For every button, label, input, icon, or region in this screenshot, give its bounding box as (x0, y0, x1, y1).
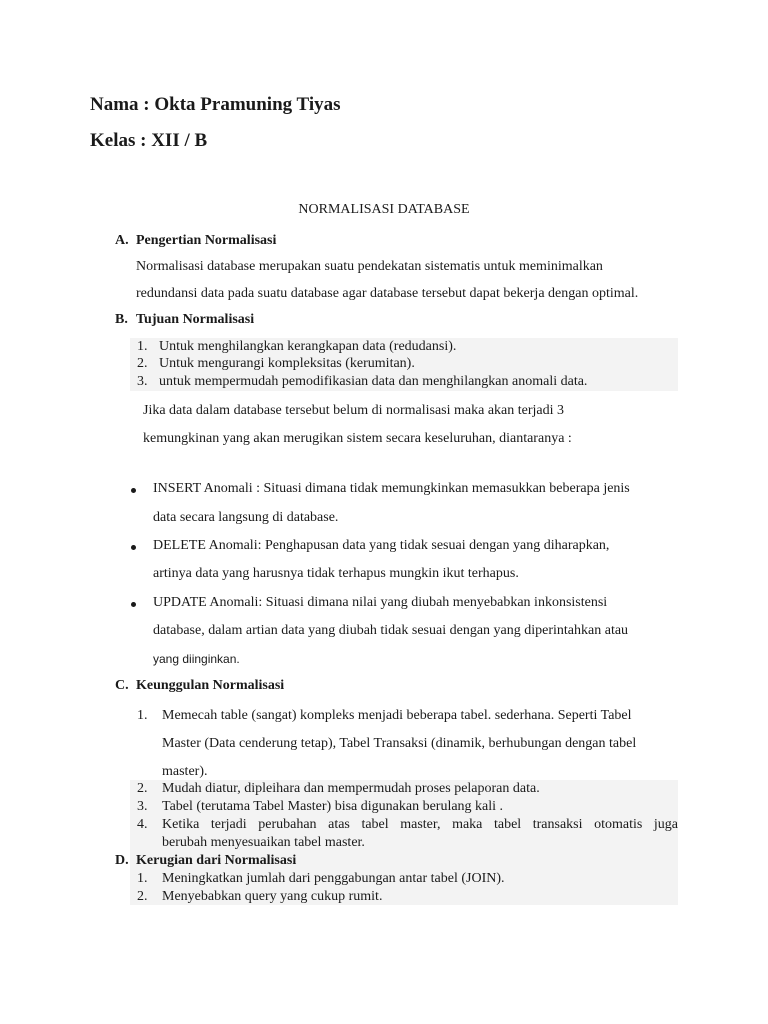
list-item: Tabel (terutama Tabel Master) bisa digunakan berulang kali . (162, 799, 504, 814)
student-name: Nama : Okta Pramuning Tiyas (90, 94, 341, 115)
bullet-insert-line-1: INSERT Anomali : Situasi dimana tidak memungkinkan memasukkan beberapa jenis (153, 481, 630, 496)
intro-line-1: Jika data dalam database tersebut belum di normalisasi maka akan terjadi 3 (143, 403, 565, 418)
list-number: 3. (137, 374, 148, 389)
bullet-icon (131, 545, 136, 550)
student-class: Kelas : XII / B (90, 130, 208, 151)
bullet-update-line-2: database, dalam artian data yang diubah tidak sesuai dengan yang diperintahkan atau (153, 623, 629, 638)
section-d-marker: D. (115, 853, 129, 868)
list-item: Menyebabkan query yang cukup rumit. (162, 889, 383, 904)
list-item: untuk mempermudah pemodifikasian data dan menghilangkan anomali data. (159, 374, 588, 389)
section-a-line-2: redundansi data pada suatu database agar database tersebut dapat bekerja dengan optimal. (136, 286, 639, 301)
section-b-marker: B. (115, 312, 128, 327)
list-item-line: Master (Data cenderung tetap), Tabel Transaksi (dinamik, berhubungan dengan tabel (162, 736, 637, 751)
bullet-delete-line-2: artinya data yang harusnya tidak terhapus mungkin ikut terhapus. (153, 566, 519, 581)
list-number: 2. (137, 889, 148, 904)
list-item: Mudah diatur, dipleihara dan mempermudah proses pelaporan data. (162, 781, 540, 796)
section-c-heading: Keunggulan Normalisasi (136, 678, 285, 693)
bullet-insert-line-2: data secara langsung di database. (153, 510, 339, 525)
list-item: Untuk menghilangkan kerangkapan data (redudansi). (159, 339, 457, 354)
bullet-delete-line-1: DELETE Anomali: Penghapusan data yang tidak sesuai dengan yang diharapkan, (153, 538, 610, 553)
list-item-line: berubah menyesuaikan tabel master. (162, 835, 365, 850)
list-item-line: Ketika terjadi perubahan atas tabel master, maka tabel transaksi otomatis juga (162, 817, 678, 832)
list-number: 2. (137, 356, 148, 371)
list-item-line: master). (162, 764, 208, 779)
section-c-marker: C. (115, 678, 129, 693)
list-number: 2. (137, 781, 148, 796)
section-d-heading: Kerugian dari Normalisasi (136, 853, 297, 868)
list-number: 3. (137, 799, 148, 814)
bullet-icon (131, 488, 136, 493)
intro-line-2: kemungkinan yang akan merugikan sistem secara keseluruhan, diantaranya : (143, 431, 572, 446)
list-item: Meningkatkan jumlah dari penggabungan antar tabel (JOIN). (162, 871, 505, 886)
list-item-line: Memecah table (sangat) kompleks menjadi beberapa tabel. sederhana. Seperti Tabel (162, 708, 632, 723)
list-number: 4. (137, 817, 148, 832)
section-a-line-1: Normalisasi database merupakan suatu pendekatan sistematis untuk meminimalkan (136, 259, 603, 274)
section-b-heading: Tujuan Normalisasi (136, 312, 255, 327)
list-number: 1. (137, 871, 148, 886)
list-number: 1. (137, 708, 148, 723)
document-title: NORMALISASI DATABASE (298, 202, 470, 217)
section-a-heading: Pengertian Normalisasi (136, 233, 277, 248)
section-a-marker: A. (115, 233, 129, 248)
bullet-icon (131, 602, 136, 607)
list-number: 1. (137, 339, 148, 354)
bullet-update-line-3: yang diinginkan. (153, 652, 240, 666)
list-item: Untuk mengurangi kompleksitas (kerumitan). (159, 356, 415, 371)
bullet-update-line-1: UPDATE Anomali: Situasi dimana nilai yang diubah menyebabkan inkonsistensi (153, 595, 608, 610)
